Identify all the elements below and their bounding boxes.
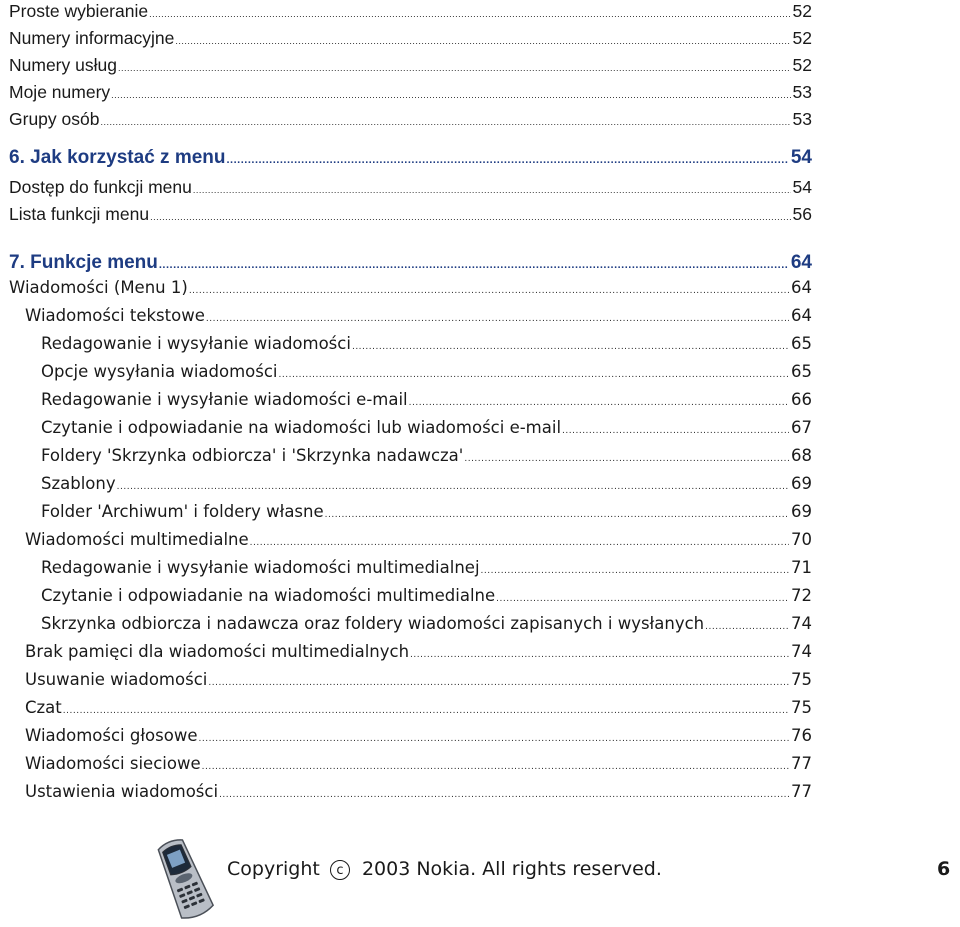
dot-leader <box>63 707 789 716</box>
toc-entry-page: 77 <box>791 754 812 773</box>
toc-entry-page: 66 <box>791 390 812 409</box>
dot-leader <box>159 260 789 271</box>
copyright-notice <box>227 858 662 880</box>
dot-leader <box>325 511 789 520</box>
toc-entry <box>0 174 812 201</box>
toc-chapter-label: 6. Jak korzystać z menu <box>9 147 226 168</box>
toc-chapter-label: 7. Funkcje menu <box>9 252 158 273</box>
toc-entry-label: Wiadomości głosowe <box>25 726 198 745</box>
toc-entry <box>0 554 812 581</box>
dot-leader <box>496 595 789 604</box>
toc-chapter-heading <box>0 144 812 171</box>
dot-leader <box>481 567 789 576</box>
dot-leader <box>227 155 789 166</box>
toc-entry <box>0 274 812 301</box>
copyright-suffix: 2003 Nokia. All rights reserved. <box>361 858 662 880</box>
toc-entry-page: 75 <box>791 670 812 689</box>
toc-entry-page: 76 <box>791 726 812 745</box>
dot-leader <box>279 371 789 380</box>
dot-leader <box>118 64 791 73</box>
toc-entry-page: 56 <box>792 204 812 224</box>
toc-entry-page: 53 <box>792 109 812 129</box>
toc-entry-label: Wiadomości (Menu 1) <box>9 278 188 297</box>
toc-entry-page: 70 <box>791 530 812 549</box>
toc-entry-page: 74 <box>791 614 812 633</box>
dot-leader <box>189 287 789 296</box>
dot-leader <box>250 539 789 548</box>
toc-entry <box>0 414 812 441</box>
toc-entry <box>0 638 812 665</box>
dot-leader <box>149 10 790 19</box>
toc-entry-label: Ustawienia wiadomości <box>25 782 219 801</box>
dot-leader <box>198 735 789 744</box>
toc-entry-page: 64 <box>791 306 812 325</box>
toc-entry-page: 74 <box>791 642 812 661</box>
toc-entry-label: Lista funkcji menu <box>9 204 150 224</box>
toc-entry <box>0 470 812 497</box>
toc-entry-page: 69 <box>791 502 812 521</box>
toc-entry-page: 54 <box>792 177 812 197</box>
toc-entry <box>0 778 812 805</box>
toc-entry-label: Wiadomości sieciowe <box>25 754 201 773</box>
toc-entry-label: Proste wybieranie <box>9 1 149 21</box>
toc-entry <box>0 610 812 637</box>
toc-entry-page: 65 <box>791 334 812 353</box>
toc-entry-label: Foldery 'Skrzynka odbiorcza' i 'Skrzynka nadawcza' <box>41 446 464 465</box>
dot-leader <box>117 483 789 492</box>
toc-entry-label: Brak pamięci dla wiadomości multimedialnych <box>25 642 410 661</box>
dot-leader <box>150 213 790 222</box>
toc-entry-page: 71 <box>791 558 812 577</box>
toc-entry-label: Numery usług <box>9 55 117 75</box>
toc-entry-page: 52 <box>792 55 812 75</box>
toc-chapter-page: 54 <box>790 147 812 168</box>
copyright-prefix: Copyright <box>227 858 320 880</box>
toc-entry <box>0 25 812 52</box>
toc-entry-page: 68 <box>791 446 812 465</box>
toc-entry-page: 77 <box>791 782 812 801</box>
dot-leader <box>219 791 789 800</box>
toc-entry-label: Dostęp do funkcji menu <box>9 177 192 197</box>
toc-entry-label: Szablony <box>41 474 116 493</box>
toc-entry <box>0 358 812 385</box>
dot-leader <box>175 37 790 46</box>
toc-entry <box>0 750 812 777</box>
toc-entry-page: 75 <box>791 698 812 717</box>
toc-entry <box>0 330 812 357</box>
toc-entry-page: 52 <box>792 28 812 48</box>
page-footer <box>0 830 960 927</box>
toc-entry-label: Wiadomości tekstowe <box>25 306 205 325</box>
toc-entry <box>0 498 812 525</box>
toc-entry <box>0 666 812 693</box>
toc-entry-page: 65 <box>791 362 812 381</box>
toc-entry <box>0 694 812 721</box>
dot-leader <box>352 343 789 352</box>
dot-leader <box>100 118 790 127</box>
toc-entry-page: 64 <box>791 278 812 297</box>
toc-entry-label: Grupy osób <box>9 109 100 129</box>
toc-entry <box>0 386 812 413</box>
toc-entry-page: 72 <box>791 586 812 605</box>
toc-entry <box>0 526 812 553</box>
toc-entry <box>0 582 812 609</box>
dot-leader <box>208 679 789 688</box>
toc-entry-label: Folder 'Archiwum' i foldery własne <box>41 502 324 521</box>
toc-entry <box>0 0 812 25</box>
toc-entry-page: 67 <box>791 418 812 437</box>
copyright-symbol: c <box>330 860 350 880</box>
toc-entry-label: Skrzynka odbiorcza i nadawcza oraz foldery wiadomości zapisanych i wysłanych <box>41 614 705 633</box>
toc-entry-label: Redagowanie i wysyłanie wiadomości multimedialnej <box>41 558 480 577</box>
dot-leader <box>193 186 791 195</box>
toc-entry-label: Numery informacyjne <box>9 28 175 48</box>
toc-entry-label: Czytanie i odpowiadanie na wiadomości multimedialne <box>41 586 496 605</box>
toc-entry <box>0 302 812 329</box>
toc-entry-label: Opcje wysyłania wiadomości <box>41 362 278 381</box>
toc-entry-label: Czat <box>25 698 62 717</box>
toc-entry-page: 52 <box>792 1 812 21</box>
toc-entry <box>0 106 812 133</box>
toc-entry-label: Redagowanie i wysyłanie wiadomości e-mail <box>41 390 408 409</box>
dot-leader <box>562 427 789 436</box>
toc-entry-label: Czytanie i odpowiadanie na wiadomości lub wiadomości e-mail <box>41 418 562 437</box>
nokia-phone-icon <box>150 836 220 926</box>
dot-leader <box>705 623 789 632</box>
dot-leader <box>409 399 789 408</box>
toc-entry <box>0 52 812 79</box>
page-number: 6 <box>937 858 951 880</box>
dot-leader <box>202 763 789 772</box>
dot-leader <box>464 455 789 464</box>
toc-entry-label: Usuwanie wiadomości <box>25 670 208 689</box>
toc-entry-label: Moje numery <box>9 82 111 102</box>
toc-entry-page: 69 <box>791 474 812 493</box>
toc-chapter-heading <box>0 249 812 276</box>
toc-chapter-page: 64 <box>790 252 812 273</box>
toc-entry-page: 53 <box>792 82 812 102</box>
dot-leader <box>111 91 790 100</box>
dot-leader <box>206 315 789 324</box>
toc-entry <box>0 201 812 228</box>
toc-entry-label: Wiadomości multimedialne <box>25 530 249 549</box>
toc-entry <box>0 722 812 749</box>
toc-entry-label: Redagowanie i wysyłanie wiadomości <box>41 334 351 353</box>
dot-leader <box>410 651 789 660</box>
toc-entry <box>0 442 812 469</box>
toc-entry <box>0 79 812 106</box>
